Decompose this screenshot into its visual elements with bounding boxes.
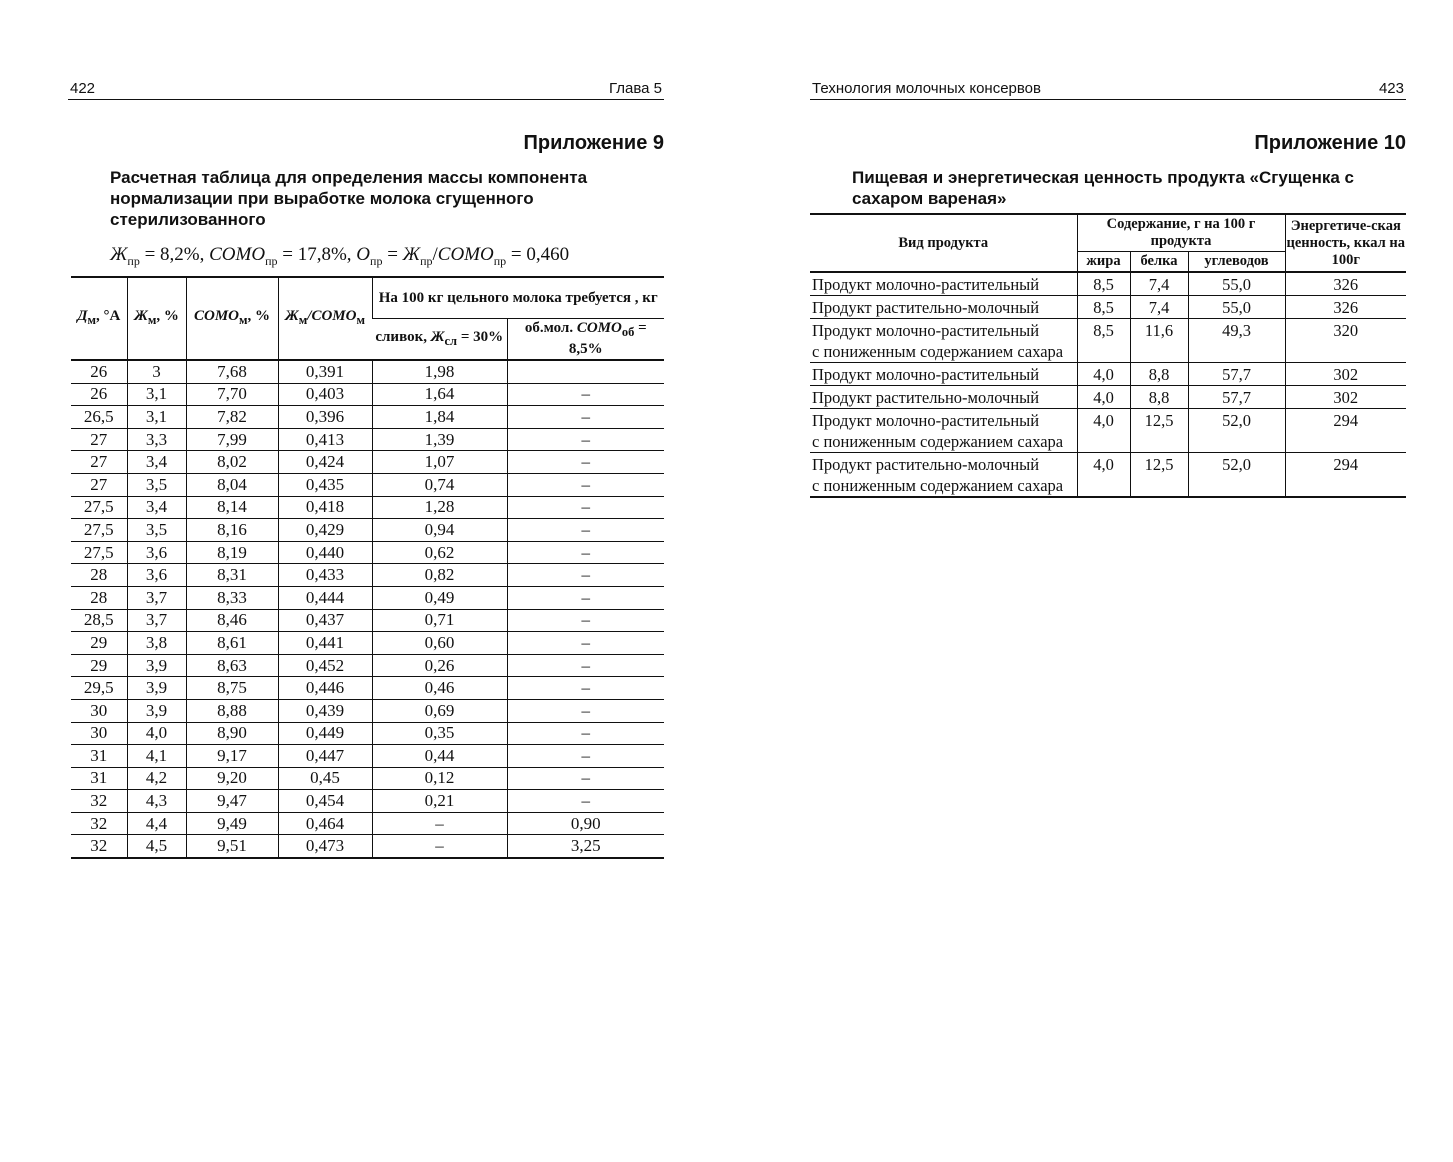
cell-ratio: 0,45 [278,767,372,790]
cell-ratio: 0,396 [278,406,372,429]
cell-cream: 1,84 [372,406,507,429]
page-number-right: 423 [1378,80,1404,97]
col-group-header-content: Содержание, г на 100 г продукта [1077,214,1285,252]
formula-ratio-den-sub: пр [493,253,507,268]
cell-carbs: 55,0 [1188,272,1285,296]
cell-ratio: 0,433 [278,564,372,587]
cell-ratio: 0,391 [278,360,372,383]
cell-ratio: 0,429 [278,519,372,542]
cell-somo: 8,16 [186,519,278,542]
cell-acidity: 30 [71,699,127,722]
table-row [71,519,664,542]
cell-somo: 8,63 [186,654,278,677]
cell-somo: 8,33 [186,586,278,609]
table-row [810,386,1406,409]
cell-fat: 8,5 [1077,296,1130,319]
cell-ratio: 0,441 [278,632,372,655]
col-header-fat: $Ж_м$, % [127,277,186,360]
cell-skim: – [507,745,664,768]
formula-ratio-den: СОМО [437,244,494,265]
cell-cream: 1,07 [372,451,507,474]
cell-skim: 0,90 [507,812,664,835]
cell-skim: – [507,767,664,790]
cell-energy: 302 [1285,386,1406,409]
cell-ratio: 0,454 [278,790,372,813]
cell-fat: 4,3 [127,790,186,813]
cell-protein: 7,4 [1130,272,1188,296]
cell-energy: 294 [1285,409,1406,453]
cell-protein: 12,5 [1130,453,1188,498]
cell-skim: – [507,790,664,813]
col-header-skim: об.мол. $СОМО_{об} = 8,5\%$ [507,319,664,361]
running-head-left [68,78,664,100]
table-row [71,835,664,858]
formula-somo-value: = 17,8%, [277,244,357,265]
cell-fat: 3,4 [127,496,186,519]
cell-acidity: 30 [71,722,127,745]
cell-acidity: 28,5 [71,609,127,632]
cell-protein: 8,8 [1130,386,1188,409]
table-row [71,564,664,587]
cell-ratio: 0,437 [278,609,372,632]
cell-name: Продукт молочно-растительный с пониженным содержанием сахара [810,319,1077,363]
cell-fat: 3,8 [127,632,186,655]
cell-skim: – [507,677,664,700]
cell-skim: – [507,451,664,474]
cell-fat: 4,5 [127,835,186,858]
table-row [71,451,664,474]
cell-fat: 3,4 [127,451,186,474]
cell-skim: – [507,428,664,451]
appendix-10-title: Пищевая и энергетическая ценность продукта «Сгущенка с сахаром вареная» [852,168,1355,208]
cell-skim: – [507,383,664,406]
formula-slash: / [432,244,438,265]
cell-skim: – [507,473,664,496]
cell-somo: 8,19 [186,541,278,564]
col-header-cream: сливок, $Ж_{сл} = 30\%$ [372,319,507,361]
formula-ratio-num: Ж [402,244,421,265]
formula-ratio-num-sub: пр [420,253,433,268]
col-group-header-required: На 100 кг цельного молока требуется , кг [372,277,664,319]
cell-skim: – [507,699,664,722]
cell-skim [507,360,664,383]
cell-energy: 302 [1285,363,1406,386]
cell-protein: 7,4 [1130,296,1188,319]
cell-cream: 1,28 [372,496,507,519]
table-row [71,745,664,768]
cell-fat: 3,1 [127,383,186,406]
cell-fat: 3,6 [127,564,186,587]
cell-ratio: 0,452 [278,654,372,677]
cell-fat: 4,0 [1077,409,1130,453]
cell-skim: – [507,654,664,677]
cell-somo: 8,31 [186,564,278,587]
appendix-9-heading: Приложение 9 [523,132,664,154]
col-header-energy: Энергетиче-ская ценность, ккал на 100г [1285,214,1406,272]
table-row [810,319,1406,363]
cell-ratio: 0,444 [278,586,372,609]
formula-eq: = [382,244,403,265]
table-row [71,722,664,745]
cell-name: Продукт растительно-молочный с пониженным содержанием сахара [810,453,1077,498]
cell-name: Продукт растительно-молочный [810,296,1077,319]
cell-ratio: 0,435 [278,473,372,496]
formula-zh-value: = 8,2%, [139,244,210,265]
cell-carbs: 52,0 [1188,453,1285,498]
normalization-table [71,276,664,859]
cell-cream: 0,74 [372,473,507,496]
cell-acidity: 26,5 [71,406,127,429]
cell-acidity: 29,5 [71,677,127,700]
cell-ratio: 0,449 [278,722,372,745]
running-head-right [810,78,1406,100]
cell-name: Продукт молочно-растительный [810,272,1077,296]
cell-somo: 9,51 [186,835,278,858]
cell-acidity: 32 [71,790,127,813]
cell-fat: 4,1 [127,745,186,768]
cell-energy: 326 [1285,272,1406,296]
cell-skim: – [507,586,664,609]
cell-somo: 7,82 [186,406,278,429]
chapter-label: Глава 5 [608,80,662,97]
cell-cream: 0,49 [372,586,507,609]
cell-ratio: 0,440 [278,541,372,564]
col-header-carbs-g: углеводов [1188,252,1285,273]
cell-energy: 294 [1285,453,1406,498]
cell-cream: 1,64 [372,383,507,406]
table-row [71,767,664,790]
cell-fat: 3,9 [127,699,186,722]
table-row [810,363,1406,386]
cell-cream: – [372,835,507,858]
cell-cream: 0,82 [372,564,507,587]
cell-fat: 4,2 [127,767,186,790]
table-row [71,654,664,677]
table-row [71,632,664,655]
col-header-fat-g: жира [1077,252,1130,273]
cell-fat: 4,0 [1077,363,1130,386]
formula-somo-sub: пр [265,253,278,268]
cell-fat: 3,9 [127,677,186,700]
cell-fat: 3,5 [127,519,186,542]
table-row [71,677,664,700]
cell-acidity: 27,5 [71,496,127,519]
cell-fat: 3,5 [127,473,186,496]
cell-cream: 0,21 [372,790,507,813]
appendix-9-title: Расчетная таблица для определения массы компонента нормализации при выработке молока сгущенного стерилизованного [110,168,588,229]
table-row [810,296,1406,319]
appendix-10-heading: Приложение 10 [1254,132,1406,154]
cell-fat: 3,7 [127,586,186,609]
col-header-protein-g: белка [1130,252,1188,273]
cell-acidity: 31 [71,767,127,790]
cell-somo: 9,49 [186,812,278,835]
cell-cream: – [372,812,507,835]
normalization-table-body [71,360,664,858]
cell-somo: 7,70 [186,383,278,406]
cell-fat: 8,5 [1077,272,1130,296]
cell-cream: 0,94 [372,519,507,542]
cell-acidity: 29 [71,632,127,655]
table-row [71,496,664,519]
cell-carbs: 57,7 [1188,363,1285,386]
cell-carbs: 55,0 [1188,296,1285,319]
cell-cream: 1,39 [372,428,507,451]
cell-acidity: 32 [71,812,127,835]
cell-somo: 8,02 [186,451,278,474]
cell-protein: 12,5 [1130,409,1188,453]
cell-cream: 0,62 [372,541,507,564]
cell-fat: 3,9 [127,654,186,677]
cell-name: Продукт растительно-молочный [810,386,1077,409]
formula-somo: СОМО [209,244,266,265]
table-row [71,406,664,429]
cell-somo: 8,88 [186,699,278,722]
table-row [71,473,664,496]
cell-acidity: 27 [71,473,127,496]
cell-skim: – [507,722,664,745]
cell-cream: 0,12 [372,767,507,790]
formula-o-sub: пр [370,253,383,268]
table-row [71,541,664,564]
cell-ratio: 0,413 [278,428,372,451]
table-row [71,360,664,383]
cell-skim: – [507,564,664,587]
cell-skim: – [507,406,664,429]
nutrition-table-body [810,272,1406,497]
table-row [71,383,664,406]
cell-acidity: 27,5 [71,541,127,564]
cell-name: Продукт молочно-растительный [810,363,1077,386]
cell-carbs: 52,0 [1188,409,1285,453]
cell-fat: 3,1 [127,406,186,429]
cell-protein: 11,6 [1130,319,1188,363]
cell-cream: 0,44 [372,745,507,768]
cell-cream: 0,46 [372,677,507,700]
table-row [71,586,664,609]
cell-somo: 7,99 [186,428,278,451]
cell-cream: 0,69 [372,699,507,722]
cell-skim: – [507,632,664,655]
col-header-ratio: $Ж_м/СОМО_м$ [278,277,372,360]
cell-skim: – [507,541,664,564]
cell-somo: 7,68 [186,360,278,383]
cell-ratio: 0,403 [278,383,372,406]
cell-ratio: 0,439 [278,699,372,722]
col-header-somo: $СОМО_м$, % [186,277,278,360]
cell-fat: 3,7 [127,609,186,632]
cell-cream: 1,98 [372,360,507,383]
cell-cream: 0,26 [372,654,507,677]
cell-fat: 4,0 [127,722,186,745]
cell-acidity: 27 [71,451,127,474]
cell-somo: 8,75 [186,677,278,700]
cell-ratio: 0,473 [278,835,372,858]
cell-cream: 0,35 [372,722,507,745]
cell-fat: 8,5 [1077,319,1130,363]
cell-somo: 9,17 [186,745,278,768]
cell-cream: 0,60 [372,632,507,655]
cell-fat: 3,3 [127,428,186,451]
cell-fat: 3,6 [127,541,186,564]
table-row [810,453,1406,498]
table-row [71,790,664,813]
table-row [71,699,664,722]
cell-acidity: 28 [71,586,127,609]
cell-ratio: 0,447 [278,745,372,768]
cell-somo: 9,20 [186,767,278,790]
cell-somo: 8,04 [186,473,278,496]
cell-fat: 4,4 [127,812,186,835]
cell-fat: 4,0 [1077,453,1130,498]
formula-zh: Ж [110,244,128,265]
cell-acidity: 26 [71,360,127,383]
cell-somo: 8,61 [186,632,278,655]
formula-o: О [356,244,371,265]
cell-carbs: 57,7 [1188,386,1285,409]
table-row [71,428,664,451]
cell-fat: 3 [127,360,186,383]
nutrition-table [810,213,1406,498]
cell-ratio: 0,446 [278,677,372,700]
col-header-acidity: $Д_м$, °А [71,277,127,360]
col-header-product: Вид продукта [810,214,1077,272]
table-row [71,609,664,632]
cell-skim: 3,25 [507,835,664,858]
cell-cream: 0,71 [372,609,507,632]
cell-somo: 8,14 [186,496,278,519]
running-title: Технология молочных консервов [812,80,1041,97]
cell-acidity: 31 [71,745,127,768]
cell-skim: – [507,496,664,519]
cell-somo: 9,47 [186,790,278,813]
cell-fat: 4,0 [1077,386,1130,409]
cell-carbs: 49,3 [1188,319,1285,363]
cell-acidity: 28 [71,564,127,587]
cell-somo: 8,90 [186,722,278,745]
cell-acidity: 32 [71,835,127,858]
cell-ratio: 0,418 [278,496,372,519]
cell-acidity: 26 [71,383,127,406]
cell-name: Продукт молочно-растительный с пониженным содержанием сахара [810,409,1077,453]
cell-acidity: 27,5 [71,519,127,542]
cell-energy: 320 [1285,319,1406,363]
cell-protein: 8,8 [1130,363,1188,386]
cell-skim: – [507,519,664,542]
cell-acidity: 27 [71,428,127,451]
table-row [71,812,664,835]
cell-ratio: 0,464 [278,812,372,835]
formula-zh-sub: пр [127,253,140,268]
table-row [810,409,1406,453]
cell-skim: – [507,609,664,632]
cell-energy: 326 [1285,296,1406,319]
cell-acidity: 29 [71,654,127,677]
formula-result: = 0,460 [506,244,570,265]
table-row [810,272,1406,296]
cell-somo: 8,46 [186,609,278,632]
page-number-left: 422 [70,80,96,97]
cell-ratio: 0,424 [278,451,372,474]
normalization-formula [110,244,569,269]
